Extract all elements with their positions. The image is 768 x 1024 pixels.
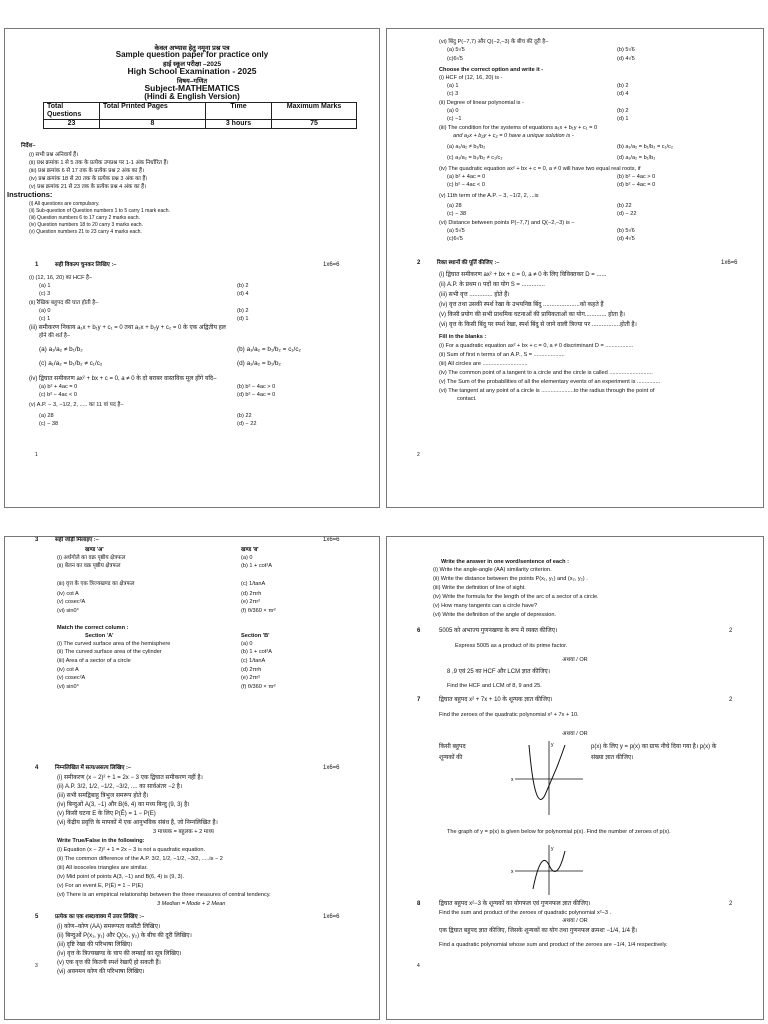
option: (c) − 38 [447, 211, 467, 217]
question-line: (v) A.P. − 3, −1/2, 2, ..... का 11 वां पद है– [29, 402, 124, 408]
tf-line: (ii) The common difference of the A.P. 3/2, 1/2, −1/2, −3/2, .....is − 2 [57, 856, 223, 862]
option: (a) a₁/a₂ ≠ b₁/b₂ [39, 346, 83, 353]
td-total-pages: 8 [100, 120, 206, 129]
one-word-line: (v) How many tangents can a circle have? [433, 603, 538, 609]
question-line: द्विघात बहुपद x²−3 के शून्यकों का योगफल एवं गुणनफल ज्ञात कीजिए। [439, 901, 591, 907]
option: (c) b² − 4ac < 0 [447, 182, 485, 188]
question-marks: 2 [729, 901, 733, 907]
match-right: (d) 2πrh [241, 591, 262, 597]
tf-line: (iv) Mid point of points A(3, −1) and B(6, 4) is (9, 3). [57, 874, 185, 880]
td-time: 3 hours [206, 120, 272, 129]
option: (b) 2 [237, 283, 249, 289]
match-left: (i) The curved surface area of the hemisphere [57, 641, 171, 647]
graph-y-label: y [551, 742, 554, 748]
nirdesh-line: (iii) प्रश्न क्रमांक 6 से 17 तक के प्रत्येक प्रश्न 2 अंक का हैं। [29, 168, 145, 174]
option: (a) 5√5 [447, 47, 465, 53]
instruction-line: (iv) Question numbers 18 to 20 carry 3 marks each. [29, 222, 143, 228]
question-line: होने की शर्त है– [39, 333, 71, 339]
question-line: Find the sum and product of the zeroes of quadratic polynomial x²−3 . [439, 910, 612, 916]
one-word-line: (i) Write the angle-angle (AA) similarity criterion. [433, 567, 552, 573]
polynomial-curve [529, 745, 565, 799]
option: (a) 28 [447, 203, 462, 209]
question-number: 2 [417, 260, 421, 266]
tf-line: (i) Equation (x − 2)² + 1 = 2x − 3 is not a quadratic equation. [57, 847, 206, 853]
blank-line: (vi) वृत्त के किसी बिंदु पर स्पर्श रेखा, स्पर्श बिंदु से जाने वाली त्रिज्या पर .................होती है। [439, 322, 637, 328]
question-line: Find a quadratic polynomial whose sum and product of the zeroes are −1/4, 1/4 respectively. [439, 942, 668, 948]
or-separator: अथवा / OR [562, 731, 588, 737]
option: (d) 1 [237, 316, 249, 322]
th-total-questions: Total Questions [44, 103, 100, 120]
question-number: 5 [35, 914, 39, 920]
one-word-line: (iii) Write the definition of line of sight. [433, 585, 526, 591]
question-line: (iv) The quadratic equation ax² + bx + c = 0, a ≠ 0 will have two equal real roots, if [439, 166, 641, 172]
nirdesh-line: (iv) प्रश्न क्रमांक 18 से 20 तक के प्रत्येक प्रश्न 3 अंक का हैं। [29, 176, 148, 182]
nirdesh-line: (i) सभी प्रश्न अनिवार्य हैं। [29, 152, 79, 158]
option: (d) b² − 4ac = 0 [617, 182, 656, 188]
question-marks: 1x6=6 [721, 260, 738, 266]
option: (d) − 22 [237, 421, 257, 427]
header-hindi-sample: केवल अभ्यास हेतु नमूना प्रश्न पत्र [154, 45, 230, 52]
question-line: (iii) समीकरण निकाय a₁x + b₁y + c₁ = 0 तथा a₂x + b₂y + c₂ = 0 के एक अद्वितीय हल [29, 325, 226, 331]
match-right: (c) 1/tanA [241, 581, 266, 587]
question-line: Find the zeroes of the quadratic polynomial x² + 7x + 10. [439, 712, 579, 718]
option: (a) b² + 4ac = 0 [39, 384, 78, 390]
or-separator: अथवा / OR [562, 657, 588, 663]
option: (b) 2 [617, 83, 629, 89]
question-line: (v) 11th term of the A.P. − 3, −1/2, 2, ...is [439, 193, 539, 199]
page-3 [4, 536, 380, 1020]
blank-line: (i) द्विघात समीकरण ax² + bx + c = 0, a ≠ 0 के लिए विविक्तकर D = ...... [439, 272, 607, 278]
option: (d) a₁/a₂ = b₁/b₂ [237, 360, 281, 367]
option: (b) 5√6 [617, 228, 635, 234]
nirdesh-title: निर्देश– [21, 143, 36, 149]
option: (b) 5√6 [617, 47, 635, 53]
match-left: (vi) sin0° [57, 608, 79, 614]
match-left: (i) अर्धगोले का वक्र पृष्ठीय क्षेत्रफल [57, 555, 126, 561]
match-left: (ii) The curved surface area of the cylinder [57, 649, 162, 655]
question-line: (vi) बिंदु P(−7,7) और Q(−2,−3) के बीच की दूरी है– [439, 39, 549, 45]
option: (a) 0 [447, 108, 459, 114]
instruction-line: (v) Question numbers 21 to 23 carry 4 marks each. [29, 229, 142, 235]
page-2 [386, 28, 764, 508]
option: (b) b² − 4ac > 0 [237, 384, 276, 390]
match-right: (a) 0 [241, 641, 253, 647]
match-left: (ii) बेलन का वक्र पृष्ठीय क्षेत्रफल [57, 563, 121, 569]
option: (c)6√5 [447, 56, 463, 62]
question-marks: 1x6=6 [323, 765, 340, 771]
header-hindi-subject: विषय–गणित [176, 78, 208, 85]
match-right: (f) θ/360 × πr² [241, 608, 276, 614]
option: (d) a₁/a₂ = b₁/b₂ [617, 155, 656, 161]
page-number: 1 [35, 452, 38, 458]
option: (c) 3 [39, 291, 51, 297]
column-a-heading: खण्ड 'अ' [85, 547, 104, 553]
option: (b) 2 [617, 108, 629, 114]
question-line: 8 ,9 एवं 25 का HCF और LCM ज्ञात कीजिए। [447, 669, 551, 675]
blank-line: (ii) Sum of first n terms of an A.P., S = .................... [439, 352, 565, 358]
page-number: 4 [417, 963, 420, 969]
header-hindi-exam: हाई स्कूल परीक्षा –2025 [162, 61, 222, 68]
question-number: 7 [417, 697, 421, 703]
fill-title: Fill in the blanks : [439, 334, 487, 340]
blank-line: (i) For a quadratic equation ax² + bx + c = 0, a ≠ 0 discriminant D = .................. [439, 343, 634, 349]
option: (b) 22 [237, 413, 252, 419]
option: (d) 4√5 [617, 236, 635, 242]
match-right: (b) 1 + cot²A [241, 649, 272, 655]
tf-line: 3 माध्यक = बहुलक + 2 माध्य [153, 829, 214, 835]
option: (d) − 22 [617, 211, 637, 217]
question-line: (i) HCF of (12, 16, 20) is - [439, 75, 503, 81]
option: (c) b² − 4ac < 0 [39, 392, 77, 398]
instructions-title: Instructions: [7, 190, 53, 199]
tf-line: (i) समीकरण (x − 2)² + 1 = 2x − 3 एक द्विघात समीकरण नहीं है। [57, 775, 203, 781]
match-right: (a) 0 [241, 555, 253, 561]
option: (a) 1 [447, 83, 459, 89]
question-line: संख्या ज्ञात कीजिए। [591, 755, 634, 761]
instruction-line: (i) All questions are compulsory. [29, 201, 100, 207]
page-number: 2 [417, 452, 420, 458]
question-marks: 1x6=6 [323, 537, 340, 543]
tf-line: (iv) बिन्दुओं A(3, −1) और B(6, 4) का मध्य बिन्दु (9, 3) है। [57, 802, 190, 808]
blank-line: (v) किसी प्रयोग की सभी प्राथमिक घटनाओं की प्रायिकताओं का योग............. होता है। [439, 312, 626, 318]
match-left: (iv) cot A [57, 667, 79, 673]
match-title: Match the correct column : [57, 625, 129, 631]
question-line: शून्यकों की [439, 755, 463, 761]
header-exam: High School Examination - 2025 [127, 66, 257, 76]
option: (b) a₁/a₂ = b₁/b₂ = c₁/c₂ [617, 144, 674, 150]
instruction-line: (iii) Question numbers 6 to 17 carry 2 marks each. [29, 215, 140, 221]
header-subject: Subject-MATHEMATICS [144, 83, 240, 93]
question-title: रिक्त स्थानों की पूर्ति कीजिए :– [437, 260, 500, 266]
option: (d) 4 [617, 91, 629, 97]
question-line: द्विघात बहुपद x² + 7x + 10 के शून्यक ज्ञात कीजिए। [439, 697, 553, 703]
tf-line: (vi) केंद्रीय प्रवृत्ति के मापकों में एक आनुभविक संबंध है, जो निम्नलिखित है। [57, 820, 218, 826]
instruction-line: (ii) Sub-question of Question numbers 1 to 5 carry 1 mark each. [29, 208, 170, 214]
question-title: निम्नलिखित में सत्य/असत्य लिखिए :– [55, 765, 132, 771]
option: (a) a₁/a₂ ≠ b₁/b₂ [447, 144, 486, 150]
option: (c) −1 [447, 116, 462, 122]
tf-line: (iii) All isosceles triangles are similar. [57, 865, 148, 871]
match-left: (v) cosec²A [57, 599, 86, 605]
option: (b) 2 [237, 308, 249, 314]
short-answer-line: (ii) बिन्दुओं P(x₁, y₁) और Q(x₂, y₂) के बीच की दूरी लिखिए। [57, 933, 192, 939]
short-answer-line: (vi) अवनमन कोण की परिभाषा लिखिए। [57, 969, 145, 975]
page-number: 3 [35, 963, 38, 969]
blank-line: (iii) All circles are ............................. [439, 361, 528, 367]
nirdesh-line: (v) प्रश्न क्रमांक 21 से 23 तक के प्रत्येक प्रश्न 4 अंक का हैं। [29, 184, 147, 190]
option: (d) 1 [617, 116, 629, 122]
column-b-heading: खण्ड 'ब' [241, 547, 259, 553]
match-right: (d) 2πrh [241, 667, 262, 673]
td-max-marks: 75 [272, 120, 357, 129]
option: (c) 3 [447, 91, 459, 97]
short-answer-line: (v) एक वृत्त की कितनी स्पर्श रेखाएँ हो सकती हैं। [57, 960, 161, 966]
tf-title: Write True/False in the following: [57, 838, 145, 844]
tf-line: (v) किसी घटना E के लिए P(Ē) = 1 − P(E) [57, 811, 156, 817]
th-max-marks: Maximum Marks [272, 103, 357, 120]
polynomial-graph-2 [511, 843, 587, 897]
option: (d) 4 [237, 291, 249, 297]
nirdesh-line: (ii) प्रश्न क्रमांक 1 से 5 तक के प्रत्येक उपप्रश्न पर 1-1 अंक निर्धारित हैं। [29, 160, 169, 166]
td-total-questions: 23 [44, 120, 100, 129]
option: (c) 1 [39, 316, 51, 322]
short-answer-line: (iv) वृत्त के त्रिज्यखण्ड के चाप की लम्बाई का सूत्र लिखिए। [57, 951, 182, 957]
question-number: 4 [35, 765, 39, 771]
option: (a) b² + 4ac = 0 [447, 174, 486, 180]
tf-line: (v) For an event E, P(Ē) = 1 − P(E) [57, 883, 144, 889]
match-left: (vi) sin0° [57, 684, 79, 690]
option: (d) 4√5 [617, 56, 635, 62]
question-number: 8 [417, 901, 421, 907]
section-a-heading: Section 'A' [85, 633, 114, 639]
one-word-line: (iv) Write the formula for the length of the arc of a sector of a circle. [433, 594, 599, 600]
option: (a) 0 [39, 308, 51, 314]
one-word-line: (ii) Write the distance between the points P(x₁, y₁) and (x₂, y₂) . [433, 576, 588, 582]
question-line: एक द्विघात बहुपद ज्ञात कीजिए, जिसके शून्यकों का योग तथा गुणनफल क्रमशः −1/4, 1/4 हैं। [439, 928, 638, 934]
question-marks: 2 [729, 697, 733, 703]
question-number: 3 [35, 537, 39, 543]
page-1 [4, 28, 380, 508]
graph-x-label: x [511, 777, 514, 783]
question-marks: 1x6=6 [323, 914, 340, 920]
th-total-pages: Total Printed Pages [100, 103, 206, 120]
question-number: 6 [417, 628, 421, 634]
question-line: and a₂x + b₂y + c₂ = 0 have a unique solution is - [453, 133, 574, 139]
short-answer-line: (i) कोण–कोण (AA) समरूपता कसौटी लिखिए। [57, 924, 161, 930]
option: (b) b² − 4ac > 0 [617, 174, 656, 180]
question-line: (iii) The condition for the systems of equations a₁x + b₁y + c₁ = 0 [439, 125, 598, 131]
blank-line: (iv) The common point of a tangent to a circle and the circle is called ............................ [439, 370, 653, 376]
question-line: (i) (12, 16, 20) का HCF है– [29, 275, 93, 281]
option: (c)6√5 [447, 236, 463, 242]
match-left: (iii) Area of a sector of a circle [57, 658, 131, 664]
blank-line: (iv) वृत्त तथा उसकी स्पर्श रेखा के उभयनिष्ठ बिंदु ......................को कहते हैं [439, 302, 604, 308]
option: (c) a₁/a₂ = b₁/b₂ ≠ c₁/c₂ [447, 155, 503, 161]
option: (c) a₁/a₂ = b₁/b₂ ≠ c₁/c₂ [39, 360, 103, 367]
question-line: p(x) के लिए y = p(x) का ग्राफ नीचे दिया गया है। p(x) के [591, 744, 717, 750]
question-line: (vi) Distance between points P(−7,7) and Q(−2,−3) is − [439, 220, 575, 226]
blank-line: (vi) The tangent at any point of a circle is .....................to the radius through the point of [439, 388, 655, 394]
match-right: (f) θ/360 × πr² [241, 684, 276, 690]
match-right: (e) 2πr² [241, 675, 261, 681]
question-line: किसी बहुपद [439, 744, 466, 750]
short-answer-line: (iii) दृष्टि रेखा की परिभाषा लिखिए। [57, 942, 133, 948]
question-marks: 1x6=6 [323, 262, 340, 268]
header-version: (Hindi & English Version) [144, 92, 240, 101]
question-marks: 2 [729, 628, 733, 634]
question-title: सही जोड़ी मिलाइए :– [55, 537, 99, 543]
page-4 [386, 536, 764, 1020]
graph-y-label: y [551, 846, 554, 852]
question-line: The graph of y = p(x) is given below for polynomial p(x). Find the number of zeroes of p(x). [447, 829, 671, 835]
blank-line: (v) The Sum of the probabilities of all the elementary events of an experiment is ............... [439, 379, 661, 385]
tf-line: (ii) A.P. 3/2, 1/2, −1/2, −3/2, .... का सार्वअंतर −2 है। [57, 784, 183, 790]
one-word-line: (vi) Write the definition of the angle of depression. [433, 612, 557, 618]
match-left: (iv) cot A [57, 591, 79, 597]
blank-line: (ii) A.P. के प्रथम n पदों का योग S = .............. [439, 282, 545, 288]
option: (a) 28 [39, 413, 54, 419]
question-line: 5005 को अभाज्य गुणनखण्ड के रूप में व्यक्त कीजिए। [439, 628, 558, 634]
blank-line: contact. [457, 396, 477, 402]
graph-x-label: x [511, 869, 514, 875]
option: (a) 1 [39, 283, 51, 289]
th-time: Time [206, 103, 272, 120]
section-b-heading: Section 'B' [241, 633, 270, 639]
match-right: (e) 2πr² [241, 599, 261, 605]
option: (a) 5√5 [447, 228, 465, 234]
match-right: (b) 1 + cot²A [241, 563, 272, 569]
match-left: (v) cosec²A [57, 675, 86, 681]
info-table [43, 102, 357, 129]
option: (b) a₁/a₂ = b₁/b₂ = c₁/c₂ [237, 346, 301, 353]
question-line: Express 5005 as a product of its prime factor. [455, 643, 568, 649]
question-line: (ii) Degree of linear polynomial is - [439, 100, 524, 106]
question-number: 1 [35, 262, 39, 268]
question-title: प्रत्येक का एक शब्द/वाक्य में उत्तर लिखिए :– [55, 914, 145, 920]
match-right: (c) 1/tanA [241, 658, 266, 664]
header-sample: Sample question paper for practice only [115, 50, 269, 59]
question-title: सही विकल्प चुनकर लिखिए :– [55, 262, 117, 268]
choose-title: Choose the correct option and write it - [439, 67, 544, 73]
tf-line: (iii) सभी समद्विबाहु त्रिभुज समरूप होते हैं। [57, 793, 149, 799]
one-word-title: Write the answer in one word/sentence of each : [441, 559, 569, 565]
option: (c) − 38 [39, 421, 59, 427]
option: (b) 22 [617, 203, 632, 209]
question-line: (ii) रैखिक बहुपद की घात होती है– [29, 300, 99, 306]
blank-line: (iii) सभी वृत्त .............. होते हैं। [439, 292, 510, 298]
question-line: (iv) द्विघात समीकरण ax² + bx + c = 0, a ≠ 0 के दो बराबर वास्तविक मूल होंगे यदि– [29, 376, 217, 382]
tf-line: 3 Median = Mode + 2 Mean [157, 901, 226, 907]
question-line: Find the HCF and LCM of 8, 9 and 25. [447, 683, 542, 689]
polynomial-graph-1 [511, 737, 587, 817]
or-separator: अथवा / OR [562, 918, 588, 924]
option: (d) b² − 4ac = 0 [237, 392, 276, 398]
tf-line: (vi) There is an empirical relationship between the three measures of central tendency. [57, 892, 271, 898]
match-left: (iii) वृत्त के एक त्रिज्यखण्ड का क्षेत्रफल [57, 581, 135, 587]
